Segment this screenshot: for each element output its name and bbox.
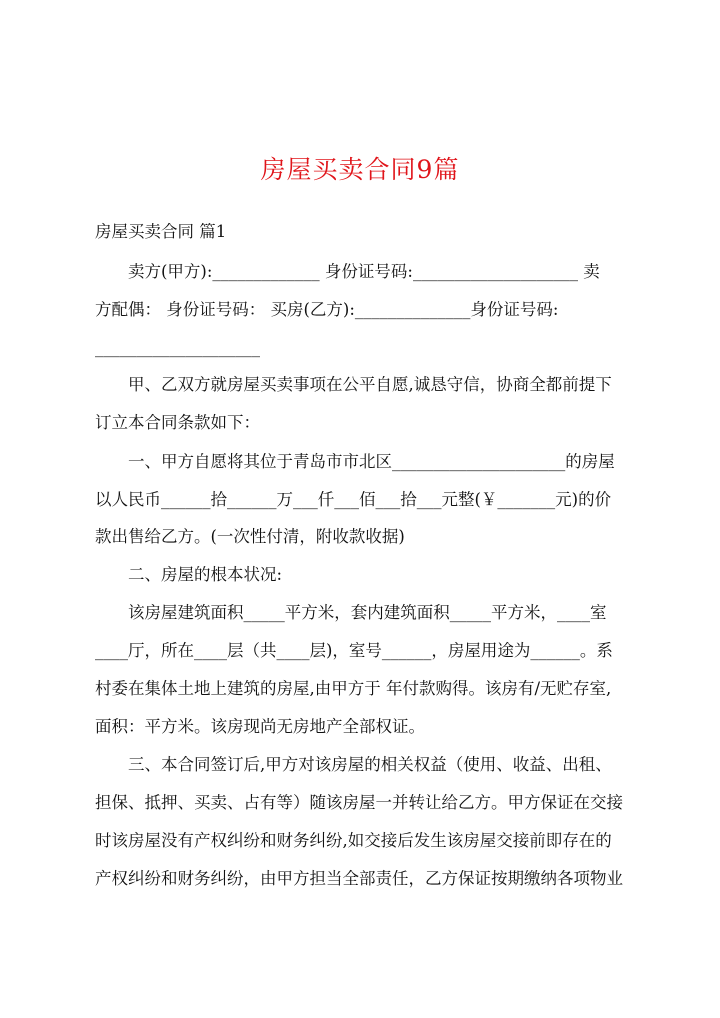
blank-id-line: ____________________	[95, 338, 260, 357]
seller-line: 卖方(甲方):_____________ 身份证号码:____________________ 卖	[128, 262, 600, 281]
paragraph-line: 产权纠纷和财务纠纷，由甲方担当全部责任，乙方保证按期缴纳各项物业	[95, 869, 623, 888]
paragraph-line: 款出售给乙方。(一次性付清，附收款收据)	[95, 527, 405, 546]
paragraph-line: 订立本合同条款如下：	[95, 413, 260, 432]
spouse-buyer-line: 方配偶： 身份证号码： 买房(乙方):______________身份证号码:	[95, 300, 559, 319]
paragraph-line: 三、本合同签订后,甲方对该房屋的相关权益（使用、收益、出租、	[128, 755, 612, 774]
paragraph-line: 担保、抵押、买卖、占有等）随该房屋一并转让给乙方。甲方保证在交接	[95, 793, 623, 812]
paragraph-line: 时该房屋没有产权纠纷和财务纠纷,如交接后发生该房屋交接前即存在的	[95, 831, 612, 850]
document-title: 房屋买卖合同9篇	[260, 155, 460, 184]
paragraph-line: ____厅，所在____层（共____层)，室号______，房屋用途为______。系	[95, 641, 613, 660]
section-heading: 房屋买卖合同 篇1	[95, 222, 227, 241]
paragraph-line: 甲、乙双方就房屋买卖事项在公平自愿,诚恳守信，协商全都前提下	[128, 375, 612, 394]
paragraph-line: 一、甲方自愿将其位于青岛市市北区_____________________的房屋	[128, 452, 615, 471]
paragraph-line: 该房屋建筑面积_____平方米，套内建筑面积_____平方米，____室	[128, 603, 607, 622]
paragraph-line: 村委在集体土地上建筑的房屋,由甲方于 年付款购得。该房有/无贮存室,	[95, 679, 612, 698]
paragraph-line: 以人民币______拾______万___仟___佰___拾___元整(￥_______元)的价	[95, 490, 612, 509]
paragraph-line: 二、房屋的根本状况:	[128, 565, 283, 584]
paragraph-line: 面积：平方米。该房现尚无房地产全部权证。	[95, 717, 425, 736]
